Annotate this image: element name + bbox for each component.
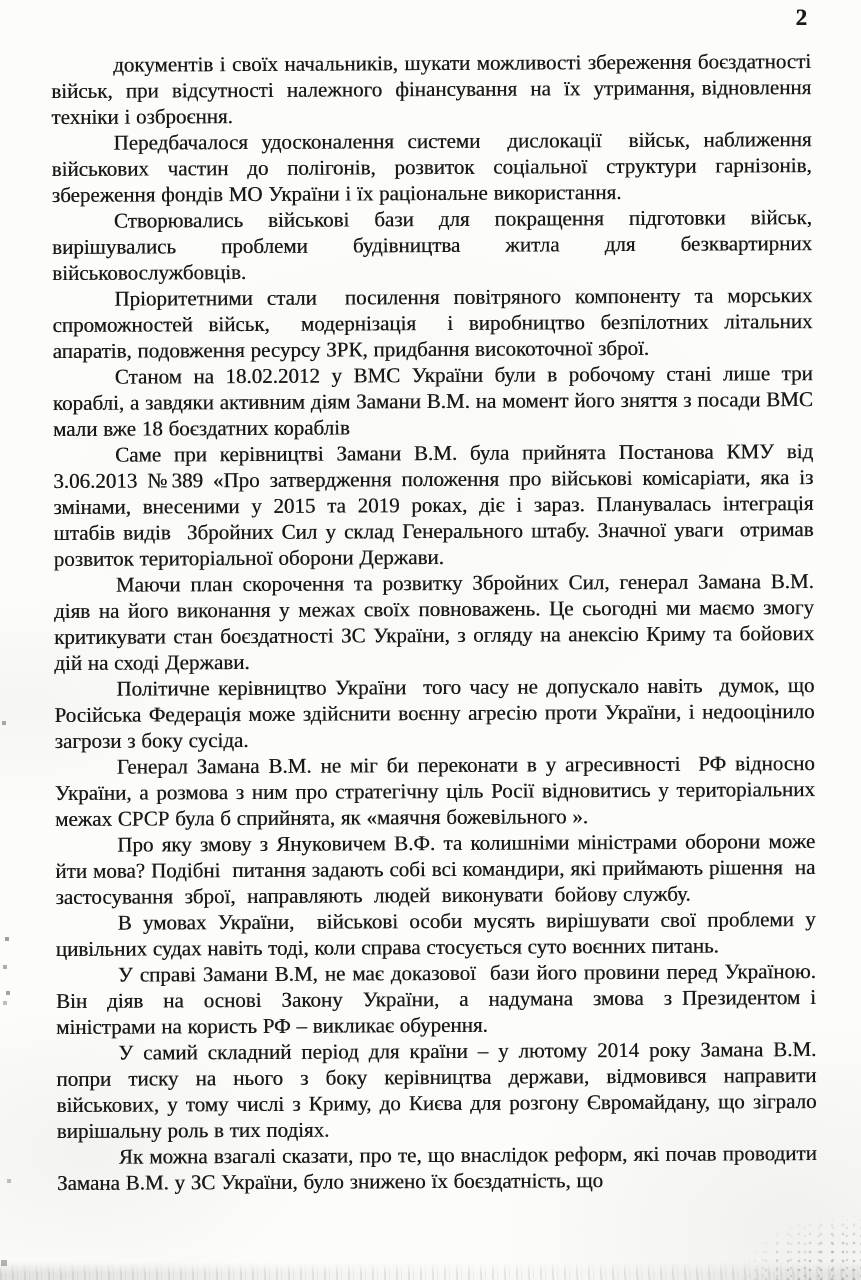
scan-noise-left-edge <box>2 0 4 2</box>
paragraph: У справі Замани В.М, не має доказової бази його провини перед Україною. Він діяв на основі Закону України, а надумана змова з Президентом і міністрами на користь РФ – викликає обурення. <box>55 958 828 1039</box>
paragraph: В умовах України, військові особи мусять вирішувати свої проблеми у цивільних судах навіть тоді, коли справа стосується суто воєнних питань. <box>55 906 822 961</box>
document-body <box>51 48 828 1196</box>
scan-noise-bottom-edge <box>0 1262 861 1280</box>
paragraph: Створювались військові бази для покращення підготовки військ, вирішувались проблеми будівництва житла для безквартирних військовослужбовців. <box>51 204 818 285</box>
paragraph: Політичне керівництво України того часу не допускало навіть думок, що Російська Федерація може здійснити воєнну агресію проти України, і недооцінило загрози з боку сусіда. <box>54 672 821 753</box>
paragraph: Передбачалося удосконалення системи дислокації військ, наближення військових частин до полігонів, розвиток соціальної структури гарнізонів, збереження фондів МО України і їх раціональне використання. <box>51 126 818 207</box>
paragraph: Станом на 18.02.2012 у ВМС України були в робочому стані лише три кораблі, а завдяки активним діям Замани В.М. на момент його зняття з посади ВМС мали вже 18 боєздатних кораблів <box>52 360 819 441</box>
paragraph: Про яку змову з Януковичем В.Ф. та колишніми міністрами оборони може йти мова? Подібні питання задають собі всі командири, які приймають рішення на застосування зброї, направляють людей виконувати бойову службу. <box>55 828 827 909</box>
paragraph: У самий складний період для країни – у лютому 2014 року Замана В.М. попри тиску на нього з боку керівництва держави, відмовився направити військових, у тому числі з Криму, до Києва для розгону Євромайдану, що зіграло вирішальну роль в тих подіях. <box>56 1036 823 1143</box>
paragraph: Генерал Замана В.М. не міг би переконати в у агресивності РФ відносно України, а розмова з ним про стратегічну ціль Росії відновитись у територіальних межах СРСР була б сприйнята, як «маячня божевільного ». <box>54 750 821 831</box>
scan-noise-bottom-right-corner <box>741 1214 861 1280</box>
paragraph: Пріоритетними стали посилення повітряного компоненту та морських спроможностей військ, модернізація і виробництво безпілотних літальних апаратів, подовження ресурсу ЗРК, придбання високоточної зброї. <box>52 282 819 363</box>
paragraph: Як можна взагалі сказати, про те, що внаслідок реформ, які почав проводити Замана В.М. у ЗС України, було знижено їх боєздатність, що <box>56 1140 823 1195</box>
paragraph: Маючи план скорочення та розвитку Збройних Сил, генерал Замана В.М. діяв на його виконання у межах своїх повноважень. Це сьогодні ми маємо змогу критикувати стан боєздатності ЗС України, з огляду на анексію Криму та бойових дій на сході Держави. <box>53 568 820 675</box>
paragraph: Саме при керівництві Замани В.М. була прийнята Постанова КМУ від 3.06.2013 №389 «Про затвердження положення про військові комісаріати, яка із змінами, внесеними у 2015 та 2019 роках, діє і зараз. Планувалась інтеграція штабів видів Збройних Сил у склад Генерального штабу. Значної уваги отримав розвиток територіальної оборони Держави. <box>53 438 820 571</box>
page-number: 2 <box>795 5 807 30</box>
paragraph: документів і своїх начальників, шукати можливості збереження боєздатності військ, при відсутності належного фінансування на їх утримання, відновлення техніки і озброєння. <box>51 48 818 129</box>
